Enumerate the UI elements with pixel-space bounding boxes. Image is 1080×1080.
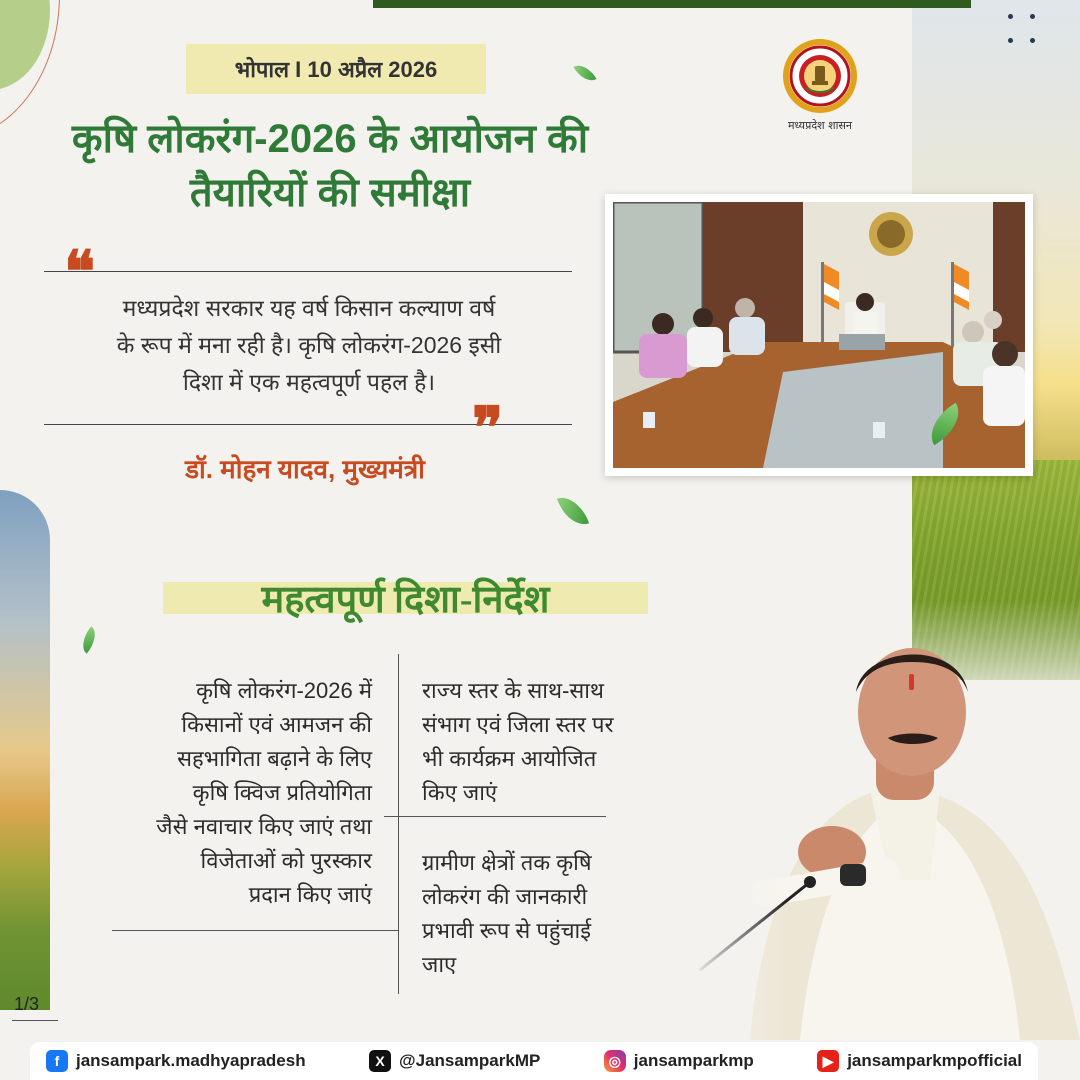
quote-line-1: मध्यप्रदेश सरकार यह वर्ष किसान कल्याण वर्ष xyxy=(122,295,496,321)
guideline-right-line: भी कार्यक्रम आयोजित xyxy=(422,746,597,771)
guideline-left xyxy=(100,674,372,912)
guideline-left-line: प्रदान किए जाएं xyxy=(248,882,372,907)
leaf-icon xyxy=(573,60,596,86)
leaf-icon xyxy=(76,626,102,653)
youtube-handle: jansamparkmpofficial xyxy=(847,1051,1022,1070)
quote-text xyxy=(44,290,574,401)
instagram-handle: jansamparkmp xyxy=(633,1051,754,1070)
guideline-right-line: प्रभावी रूप से पहुंचाई xyxy=(422,918,592,943)
chief-minister-photo xyxy=(690,620,1080,1040)
page-indicator-underline xyxy=(12,1020,58,1021)
guideline-right-line: राज्य स्तर के साथ-साथ xyxy=(422,678,604,703)
dots-icon xyxy=(1006,12,1042,48)
page-title xyxy=(0,112,660,220)
facebook-icon: f xyxy=(46,1050,68,1072)
meeting-photo xyxy=(605,194,1033,476)
instagram-icon: ◎ xyxy=(604,1050,626,1072)
facebook-handle: jansampark.madhyapradesh xyxy=(76,1051,306,1070)
guideline-right-top xyxy=(422,674,662,810)
title-line-2: तैयारियों की समीक्षा xyxy=(189,171,471,215)
guideline-left-line: कृषि क्विज प्रतियोगिता xyxy=(192,780,372,805)
quote-top-divider xyxy=(44,271,572,272)
date-badge: भोपाल I 10 अप्रैल 2026 xyxy=(186,44,486,94)
x-handle: @JansamparkMP xyxy=(399,1051,541,1070)
guideline-left-line: किसानों एवं आमजन की xyxy=(181,712,372,737)
guideline-right-bottom xyxy=(422,846,662,982)
guidelines-heading: महत्वपूर्ण दिशा-निर्देश xyxy=(261,579,550,621)
meeting-room-image xyxy=(613,202,1025,468)
guideline-left-line: कृषि लोकरंग-2026 में xyxy=(196,678,372,703)
guideline-right-line: जाए xyxy=(422,952,457,977)
guideline-left-line: जैसे नवाचार किए जाएं तथा xyxy=(156,814,372,839)
leaf-icon xyxy=(557,491,589,530)
guideline-right-line: लोकरंग की जानकारी xyxy=(422,884,588,909)
guidelines-left-divider xyxy=(112,930,398,931)
guideline-left-line: विजेताओं को पुरस्कार xyxy=(200,848,372,873)
page-indicator: 1/3 xyxy=(14,994,40,1014)
title-line-1: कृषि लोकरंग-2026 के आयोजन की xyxy=(71,117,589,161)
x-icon: X xyxy=(369,1050,391,1072)
close-quote-icon: ❞ xyxy=(472,394,504,462)
guideline-left-line: सहभागिता बढ़ाने के लिए xyxy=(177,746,372,771)
guideline-right-line: संभाग एवं जिला स्तर पर xyxy=(422,712,614,737)
guidelines-vertical-divider xyxy=(398,654,399,994)
social-footer xyxy=(30,1042,1038,1080)
youtube-link[interactable] xyxy=(817,1050,1022,1072)
quote-line-3: दिशा में एक महत्वपूर्ण पहल है। xyxy=(182,369,436,395)
mp-government-emblem-icon xyxy=(782,38,858,114)
emblem-label: मध्यप्रदेश शासन xyxy=(787,119,853,132)
x-link[interactable] xyxy=(369,1050,540,1072)
open-quote-icon: ❝ xyxy=(64,238,96,306)
quote-line-2: के रूप में मना रही है। कृषि लोकरंग-2026 इसी xyxy=(116,332,502,358)
guidelines-right-divider xyxy=(384,816,606,817)
left-landscape-strip xyxy=(0,490,50,1010)
instagram-link[interactable] xyxy=(604,1050,754,1072)
youtube-icon: ▶ xyxy=(817,1050,839,1072)
guideline-right-line: ग्रामीण क्षेत्रों तक कृषि xyxy=(422,850,592,875)
top-accent-bar xyxy=(373,0,971,8)
quote-author: डॉ. मोहन यादव, मुख्यमंत्री xyxy=(185,454,425,484)
facebook-link[interactable] xyxy=(46,1050,306,1072)
guideline-right-line: किए जाएं xyxy=(422,780,498,805)
